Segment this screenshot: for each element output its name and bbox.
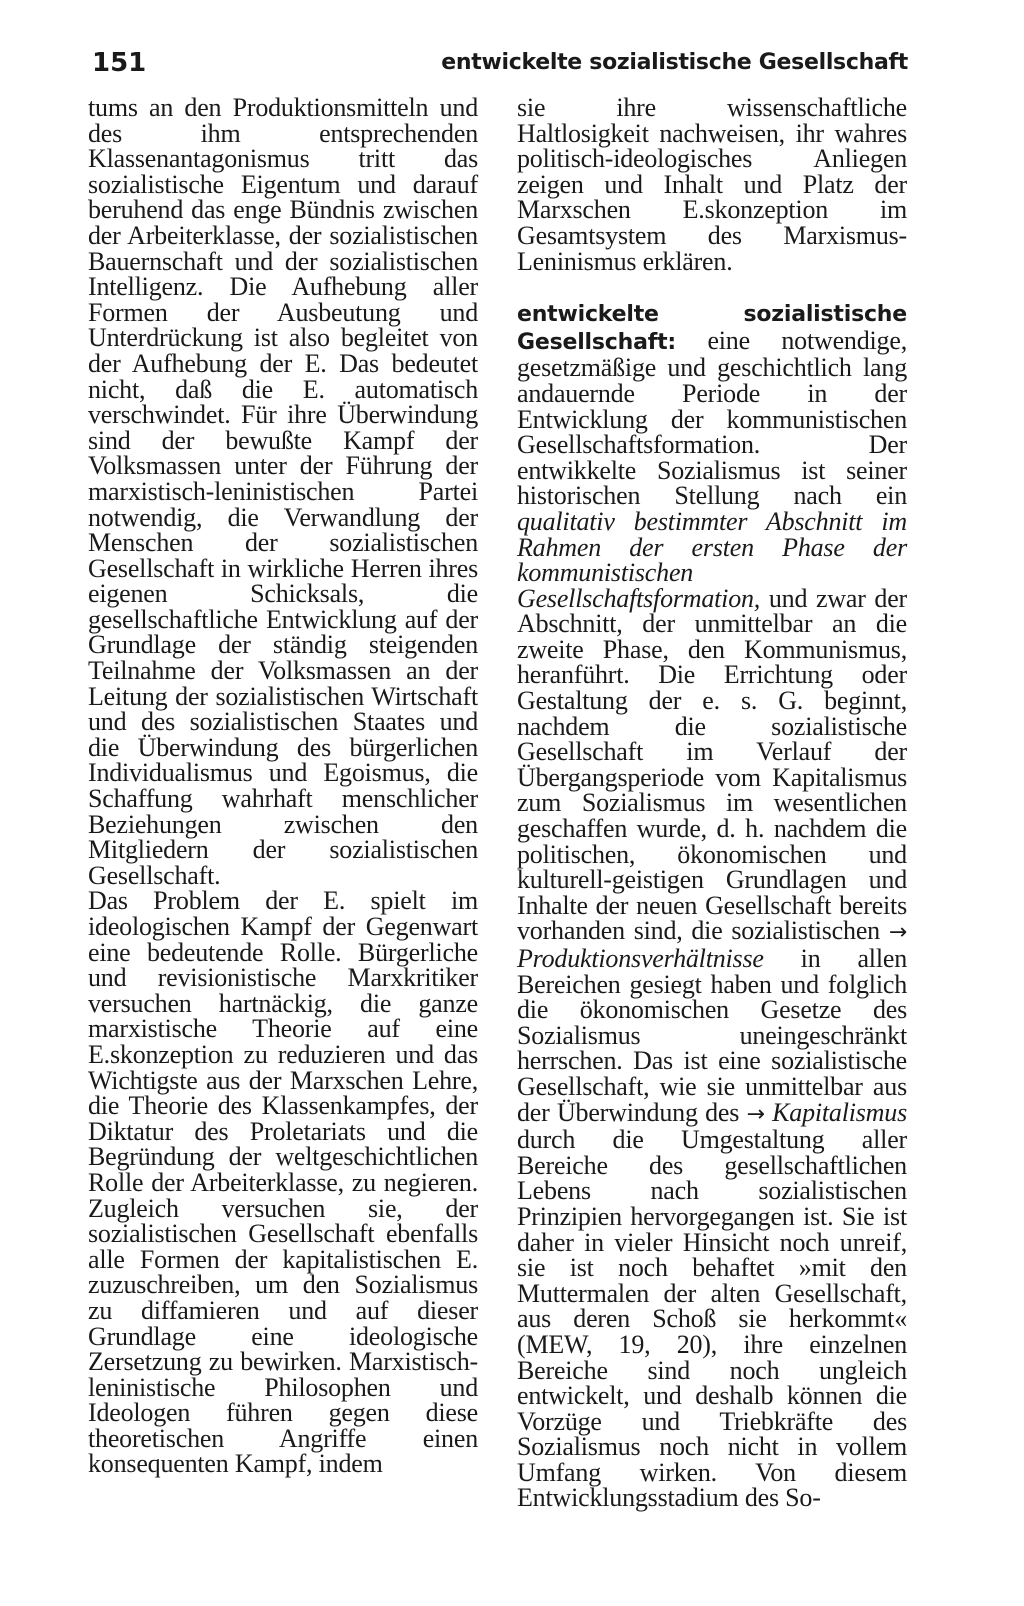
entry-text-3: in allen Bereichen gesiegt haben und folglich die ökonomischen Gesetze des Sozialismus uneingeschränkt herrschen. Das ist eine sozialistische Gesellschaft, wie sie unmittelbar aus der Überwindung des	[517, 944, 907, 1127]
right-paragraph-1: sie ihre wissenschaftliche Haltlosigkeit nachweisen, ihr wahres politisch-ideologisches Anliegen zeigen und Inhalt und Platz der Marxschen E.skonzeption im Gesamtsystem des Marxismus-Leninismus erklären.	[517, 93, 907, 276]
page-number: 151	[92, 48, 147, 78]
left-paragraph-2: Das Problem der E. spielt im ideologischen Kampf der Gegenwart eine bedeutende Rolle. Bürgerliche und revisionistische Marxkritiker versuchen hartnäckig, die ganze marxistische Theorie auf eine E.skonzeption zu reduzieren und das Wichtigste aus der Marxschen Lehre, die Theorie des Klassenkampfes, der Diktatur des Proletariats und die Begründung der weltgeschichtlichen Rolle der Arbeiterklasse, zu negieren. Zugleich versuchen sie, der sozialistischen Gesellschaft ebenfalls alle Formen der kapitalistischen E. zuzuschreiben, um den Sozialismus zu diffamieren und auf dieser Grundlage eine ideologische Zersetzung zu bewirken. Marxistisch-leninistische Philosophen und Ideologen führen gegen diese theoretischen Angriffe einen konsequenten Kampf, indem	[88, 886, 478, 1479]
cross-reference-arrow-icon: →	[746, 1101, 765, 1127]
entry-text-2: und zwar der Abschnitt, der unmittelbar an die zweite Phase, den Kommunismus, heranführt. Die Errichtung oder Gestaltung der e. s. G. beginnt, nachdem die sozialistische Gesellschaft im Verlauf der Übergangsperiode vom Kapitalismus zum Sozialismus im wesentlichen geschaffen wurde, d. h. nachdem die politischen, ökonomischen und kulturell-geistigen Grundlagen und Inhalte der neuen Gesellschaft bereits vorhanden sind, die sozialistischen	[517, 583, 907, 946]
cross-reference-produktionsverhaeltnisse: Produktionsverhältnisse	[517, 944, 764, 973]
running-head: entwickelte sozialistische Gesellschaft	[441, 50, 908, 75]
cross-reference-kapitalismus: Kapitalismus	[764, 1097, 907, 1127]
entry-text-1: eine notwendige, gesetzmäßige und geschichtlich lang andauernde Periode in der Entwicklung der kommunistischen Gesellschaftsformation. Der entwikkelte Sozialismus ist seiner historischen Stellung nach ein	[517, 325, 907, 511]
left-paragraph-1: tums an den Produktionsmitteln und des ihm entsprechenden Klassenantagonismus tritt das sozialistische Eigentum und darauf beruhend das enge Bündnis zwischen der Arbeiterklasse, der sozialistischen Bauernschaft und der sozialistischen Intelligenz. Die Aufhebung aller Formen der Ausbeutung und Unterdrückung ist also begleitet von der Aufhebung der E. Das bedeutet nicht, daß die E. automatisch verschwindet. Für ihre Überwindung sind der bewußte Kampf der Volksmassen unter der Führung der marxistisch-leninistischen Partei notwendig, die Verwandlung der Menschen der sozialistischen Gesellschaft in wirkliche Herren ihres eigenen Schicksals, die gesellschaftliche Entwicklung auf der Grundlage der ständig steigenden Teilnahme der Volksmassen an der Leitung der sozialistischen Wirtschaft und des sozialistischen Staates und die Überwindung des bürgerlichen Individualismus und Egoismus, die Schaffung wahrhaft menschlicher Beziehungen zwischen den Mitgliedern der sozialistischen Gesellschaft.	[88, 93, 478, 890]
entry-term: entwickelte sozialistische Gesellschaft:	[517, 302, 907, 355]
entry-text-4: durch die Umgestaltung aller Bereiche des gesellschaftlichen Lebens nach sozialistischen Prinzipien hervorgegangen ist. Sie ist daher in vieler Hinsicht noch unreif, sie ist noch behaftet »mit den Muttermalen der alten Gesellschaft, aus deren Schoß sie herkommt« (MEW, 19, 20), ihre einzelnen Bereiche sind noch ungleich entwickelt, und deshalb können die Vorzüge und Triebkräfte des Sozialismus noch nicht in vollem Umfang wirken. Von diesem Entwicklungsstadium des So-	[517, 1125, 907, 1513]
entry-italic-1: qualitativ bestimmter Abschnitt im Rahmen der ersten Phase der kommunistischen Gesellschaftsformation,	[517, 506, 907, 613]
left-column	[88, 95, 478, 1477]
page-header	[88, 48, 908, 88]
right-column	[517, 95, 907, 1511]
dictionary-entry	[517, 300, 907, 1511]
cross-reference-arrow-icon: →	[888, 920, 907, 946]
